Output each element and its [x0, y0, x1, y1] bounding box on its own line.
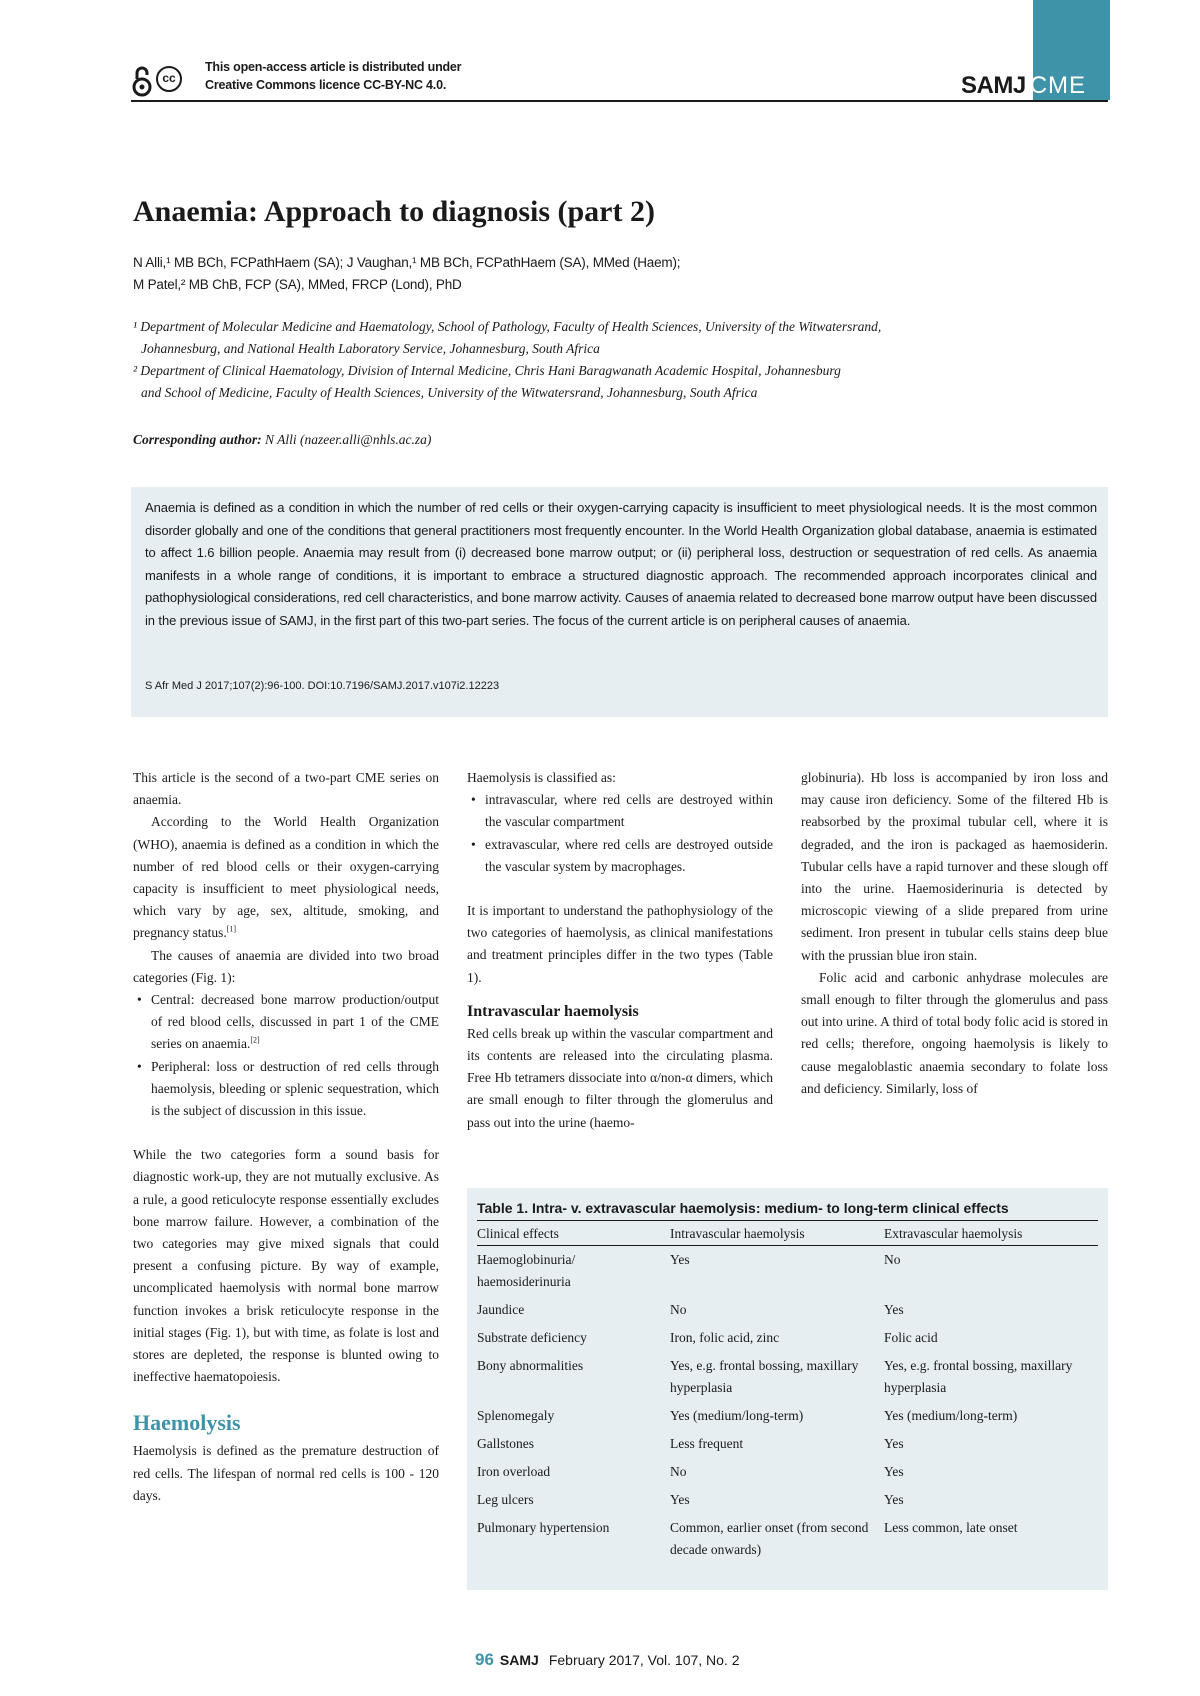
paragraph: This article is the second of a two-part CME series on anaemia. — [133, 770, 439, 808]
reference-1[interactable]: [1] — [226, 924, 237, 934]
column-header: Clinical effects — [477, 1226, 559, 1241]
list-item: • extravascular, where red cells are destroyed outside the vascular system by macrophages. — [485, 834, 773, 878]
table-row — [477, 1247, 1098, 1297]
body-column-3 — [801, 767, 1108, 1100]
footer-journal: SAMJ — [499, 1652, 539, 1668]
table-cell: Less common, late onset — [884, 1520, 1018, 1535]
reference-2[interactable]: [2] — [250, 1035, 260, 1045]
list-item-text: Central: decreased bone marrow production/output of red blood cells, discussed in part 1 of the CME series on anaemia. — [151, 992, 439, 1052]
table-cell: Yes, e.g. frontal bossing, maxillary hyperplasia — [884, 1358, 1073, 1395]
authors-line-2: M Patel,² MB ChB, FCP (SA), MMed, FRCP (Lond), PhD — [133, 277, 462, 292]
spacer — [467, 878, 773, 900]
paragraph — [133, 811, 439, 944]
author-list — [133, 252, 680, 296]
table-cell: Substrate deficiency — [477, 1330, 587, 1345]
section-heading-haemolysis: Haemolysis — [133, 1410, 241, 1436]
corresponding-author-email[interactable]: N Alli (nazeer.alli@nhls.ac.za) — [261, 432, 432, 447]
corresponding-author-label: Corresponding author: — [133, 432, 262, 447]
citation-doi[interactable]: S Afr Med J 2017;107(2):96-100. DOI:10.7196/SAMJ.2017.v107i2.12223 — [145, 680, 500, 692]
license-notice — [205, 58, 461, 94]
paragraph: Haemolysis is classified as: — [467, 770, 616, 785]
corresponding-author — [133, 432, 431, 448]
table-cell: Yes — [884, 1492, 904, 1507]
table-cell: Haemoglobinuria/ haemosiderinuria — [477, 1252, 576, 1289]
table-header-row — [477, 1221, 1098, 1247]
open-access-lock-icon — [131, 64, 153, 98]
table-row — [477, 1325, 1098, 1353]
table-cell: Pulmonary hypertension — [477, 1520, 610, 1535]
table-row — [477, 1403, 1098, 1431]
license-line-2: Creative Commons licence CC-BY-NC 4.0. — [205, 78, 447, 92]
header-divider — [131, 100, 1108, 102]
bullet-list — [133, 989, 439, 1122]
page-number: 96 — [475, 1650, 494, 1669]
table-cell: Yes, e.g. frontal bossing, maxillary hyperplasia — [670, 1358, 859, 1395]
table-row — [477, 1353, 1098, 1403]
spacer — [133, 1122, 439, 1144]
paragraph: While the two categories form a sound basis for diagnostic work-up, they are not mutually exclusive. As a rule, a good reticulocyte response essentially excludes bone marrow failure. However, a combination of the two categories may give mixed signals that could present a confusing picture. By way of example, uncomplicated haemolysis with normal bone marrow function invokes a brisk reticulocyte response in the initial stages (Fig. 1), but with time, as folate is lost and stores are depleted, the response is blunted owing to ineffective haematopoiesis. — [133, 1147, 439, 1385]
table-cell: Less frequent — [670, 1436, 744, 1451]
table-title: Table 1. Intra- v. extravascular haemolysis: medium- to long-term clinical effects — [477, 1200, 1009, 1216]
table-cell: No — [670, 1464, 687, 1479]
paragraph: globinuria). Hb loss is accompanied by iron loss and may cause iron deficiency. Some of the filtered Hb is reabsorbed by the proximal tubular cell, where it is degraded, and the iron is packaged as haemosiderin. Tubular cells have a rapid turnover and these slough off into the urine. Haemosiderinuria is detected by microscopic viewing of a slide prepared from urine sediment. Iron present in tubular cells stains deep blue with the prussian blue iron stain. — [801, 770, 1108, 963]
footer-issue: February 2017, Vol. 107, No. 2 — [548, 1652, 740, 1668]
brand-samj: SAMJ — [961, 72, 1026, 99]
affiliation-1-line-1: ¹ Department of Molecular Medicine and Haematology, School of Pathology, Faculty of Health Sciences, University of the Witwatersrand, — [133, 319, 882, 334]
bullet-list — [467, 789, 773, 878]
table-row — [477, 1459, 1098, 1487]
body-column-1 — [133, 767, 439, 1507]
paragraph: Folic acid and carbonic anhydrase molecules are small enough to filter through the glomerulus and pass out into urine. A third of total body folic acid is stored in red cells; therefore, ongoing haemolysis is likely to cause megaloblastic anaemia secondary to folate loss and deficiency. Similarly, loss of — [801, 969, 1108, 1096]
table-cell: Iron, folic acid, zinc — [670, 1330, 780, 1345]
table-1 — [477, 1221, 1098, 1565]
table-cell: Yes (medium/long-term) — [670, 1408, 804, 1423]
abstract-text: Anaemia is defined as a condition in which the number of red cells or their oxygen-carrying capacity is insufficient to meet physiological needs. It is the most common disorder globally and one of the conditions that general practitioners most frequently encounter. In the World Health Organization global database, anaemia is estimated to affect 1.6 billion people. Anaemia may result from (i) decreased bone marrow output; or (ii) peripheral loss, destruction or sequestration of red cells. As anaemia manifests in a whole range of conditions, it is important to embrace a structured diagnostic approach. The recommended approach incorporates clinical and pathophysiological considerations, red cell characteristics, and bone marrow activity. Causes of anaemia related to decreased bone marrow output have been discussed in the previous issue of SAMJ, in the first part of this two-part series. The focus of the current article is on peripheral causes of anaemia. — [145, 500, 1097, 628]
table-cell: No — [670, 1302, 687, 1317]
article-title: Anaemia: Approach to diagnosis (part 2) — [133, 195, 655, 228]
journal-brand — [961, 72, 1086, 100]
table-row — [477, 1431, 1098, 1459]
list-item — [151, 989, 439, 1056]
table-cell: Common, earlier onset (from second decade onwards) — [670, 1520, 869, 1557]
table-cell: Bony abnormalities — [477, 1358, 584, 1373]
affiliation-2-line-1: ² Department of Clinical Haematology, Division of Internal Medicine, Chris Hani Baragwanath Academic Hospital, Johannesburg — [133, 363, 841, 378]
table-cell: Yes — [670, 1252, 690, 1267]
list-item: • Peripheral: loss or destruction of red cells through haemolysis, bleeding or splenic sequestration, which is the subject of discussion in this issue. — [151, 1056, 439, 1123]
page-footer — [475, 1650, 740, 1670]
authors-line-1: N Alli,¹ MB BCh, FCPathHaem (SA); J Vaughan,¹ MB BCh, FCPathHaem (SA), MMed (Haem); — [133, 255, 681, 270]
column-header: Intravascular haemolysis — [670, 1226, 805, 1241]
column-header: Extravascular haemolysis — [884, 1226, 1023, 1241]
table-cell: Jaundice — [477, 1302, 525, 1317]
paragraph: Red cells break up within the vascular compartment and its contents are released into the circulating plasma. Free Hb tetramers dissociate into α/non-α dimers, which are small enough to filter through the glomerulus and pass out into the urine (haemo- — [467, 1025, 773, 1130]
creative-commons-icon: cc — [156, 66, 182, 92]
table-row — [477, 1515, 1098, 1565]
paragraph-text: According to the World Health Organization (WHO), anaemia is defined as a condition in which the number of red blood cells or their oxygen-carrying capacity is insufficient to meet physiological needs, which vary by age, sex, altitude, smoking, and pregnancy status. — [133, 814, 439, 941]
table-cell: Yes — [884, 1302, 904, 1317]
affiliations — [133, 316, 881, 404]
table-cell: Yes — [670, 1492, 690, 1507]
brand-cme: CME — [1029, 72, 1087, 99]
affiliation-1-line-2: Johannesburg, and National Health Laboratory Service, Johannesburg, South Africa — [141, 341, 600, 356]
table-cell: Leg ulcers — [477, 1492, 534, 1507]
paragraph: It is important to understand the pathophysiology of the two categories of haemolysis, as clinical manifestations and treatment principles differ in the two types (Table 1). — [467, 903, 773, 985]
body-column-2 — [467, 767, 773, 1134]
table-cell: Iron overload — [477, 1464, 551, 1479]
table-cell: Yes — [884, 1436, 904, 1451]
list-item: • intravascular, where red cells are destroyed within the vascular compartment — [485, 789, 773, 833]
table-cell: No — [884, 1252, 901, 1267]
table-cell: Yes (medium/long-term) — [884, 1408, 1018, 1423]
paragraph: The causes of anaemia are divided into two broad categories (Fig. 1): — [133, 947, 439, 985]
subheading-intravascular: Intravascular haemolysis — [467, 1002, 639, 1020]
paragraph: Haemolysis is defined as the premature destruction of red cells. The lifespan of normal red cells is 100 - 120 days. — [133, 1443, 439, 1503]
table-cell: Splenomegaly — [477, 1408, 555, 1423]
table-row — [477, 1487, 1098, 1515]
table-row — [477, 1297, 1098, 1325]
affiliation-2-line-2: and School of Medicine, Faculty of Health Sciences, University of the Witwatersrand, Johannesburg, South Africa — [141, 385, 758, 400]
table-cell: Folic acid — [884, 1330, 938, 1345]
license-line-1: This open-access article is distributed under — [205, 60, 462, 74]
table-cell: Gallstones — [477, 1436, 534, 1451]
table-cell: Yes — [884, 1464, 904, 1479]
